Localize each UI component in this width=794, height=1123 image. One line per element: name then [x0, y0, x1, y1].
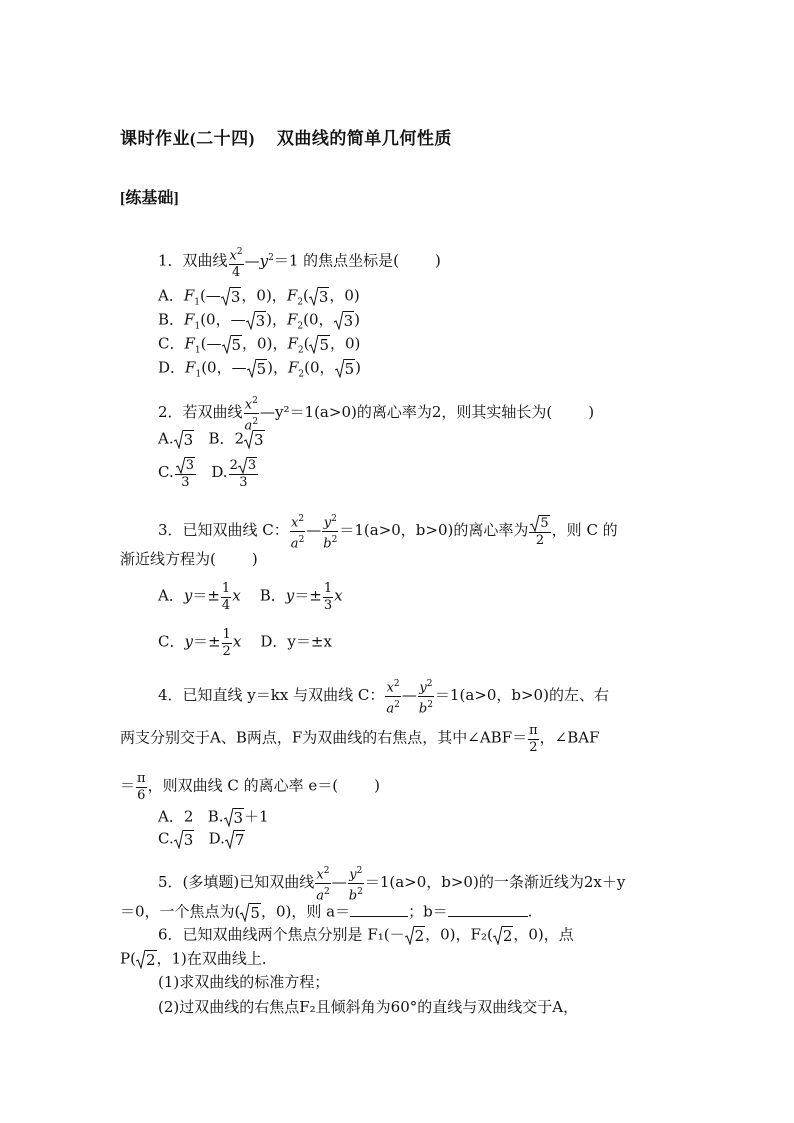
- question-5: 5．(多填题)已知双曲线 $\frac{x^2}{a^2}$ — $\frac{y^2}{b^2}$ ＝1(a>0，b>0)的一条渐近线为2x＋y: [158, 862, 625, 904]
- q1-option-a[interactable]: A．$F_1(—$ 3 ，0)，$F_2$( 3 ，0): [158, 286, 360, 308]
- question-3: 3．已知双曲线 C： $\frac{x^2}{a^2}$ — $\frac{y^2}{b^2}$ ＝1(a>0，b>0)的离心率为 $\frac{5}{2}$ ，则 C 的: [158, 510, 618, 552]
- q1-option-c[interactable]: C．$F_1(—$ 5 ，0)，$F_2$( 5 ，0): [158, 334, 361, 356]
- question-6-part1: (1)求双曲线的标准方程；: [158, 973, 330, 991]
- answer-blank-b[interactable]: [448, 914, 528, 917]
- q3-options-ab[interactable]: A．y＝± $\frac{1}{4}$ x B．y＝± $\frac{1}{3}$ x: [158, 581, 343, 613]
- section-heading: [练基础]: [120, 190, 179, 207]
- q2-options-cd[interactable]: C. $\frac{3}{3}$ D. 2 3 3: [158, 458, 257, 490]
- question-5-line2: ＝0，一个焦点为( 5 ，0)，则 a＝ ；b＝ .: [120, 902, 533, 922]
- q2-options-ab[interactable]: A. 3 B．2 3: [158, 429, 264, 449]
- question-1: 1．双曲线 $\frac{x^2}{4}$ $—y^2=1$ 的焦点坐标是( ): [158, 243, 441, 280]
- q1-option-d[interactable]: D．$F_1(0$，— 5 )，$F_2(0$， 5 ): [158, 358, 361, 380]
- page-title: [120, 124, 452, 149]
- q4-options-cd[interactable]: C. 3 D. 7: [158, 829, 245, 849]
- question-3-line2: 渐近线方程为( ): [120, 550, 258, 568]
- answer-blank-a[interactable]: [350, 914, 408, 917]
- question-4-line3: ＝ $\frac{\pi}{6}$ ，则双曲线 C 的离心率 e＝( ): [120, 771, 380, 803]
- question-6-part2: (2)过双曲线的右焦点F₂且倾斜角为60°的直线与双曲线交于A，: [158, 998, 579, 1016]
- question-4: 4．已知直线 y＝kx 与双曲线 C： $\frac{x^2}{a^2}$ — $\frac{y^2}{b^2}$ ＝1(a>0，b>0)的左、右: [158, 675, 609, 717]
- q3-options-cd[interactable]: C．y＝± $\frac{1}{2}$ x D．y＝±x: [158, 627, 332, 659]
- question-4-line2: 两支分别交于A、B两点，F为双曲线的右焦点，其中∠ABF＝ $\frac{\pi}{2}$ ，∠BAF: [120, 723, 600, 755]
- title-part1: 课时作业(二十四): [120, 129, 255, 148]
- question-2: 2．若双曲线 $\frac{x^2}{a^2}$ —y²＝1(a>0)的离心率为2，则其实轴长为( ): [158, 392, 594, 434]
- title-part2: 双曲线的简单几何性质: [276, 129, 452, 148]
- q4-options-ab[interactable]: A．2 B. 3 ＋1: [158, 807, 269, 827]
- q1-option-b[interactable]: B．$F_1(0$，— 3 )，$F_2(0$， 3 ): [158, 310, 360, 332]
- question-6-line2: P( 2 ，1)在双曲线上．: [120, 949, 277, 969]
- question-6: 6．已知双曲线两个焦点分别是 F₁(－ 2 ，0)，F₂( 2 ，0)，点: [158, 925, 574, 945]
